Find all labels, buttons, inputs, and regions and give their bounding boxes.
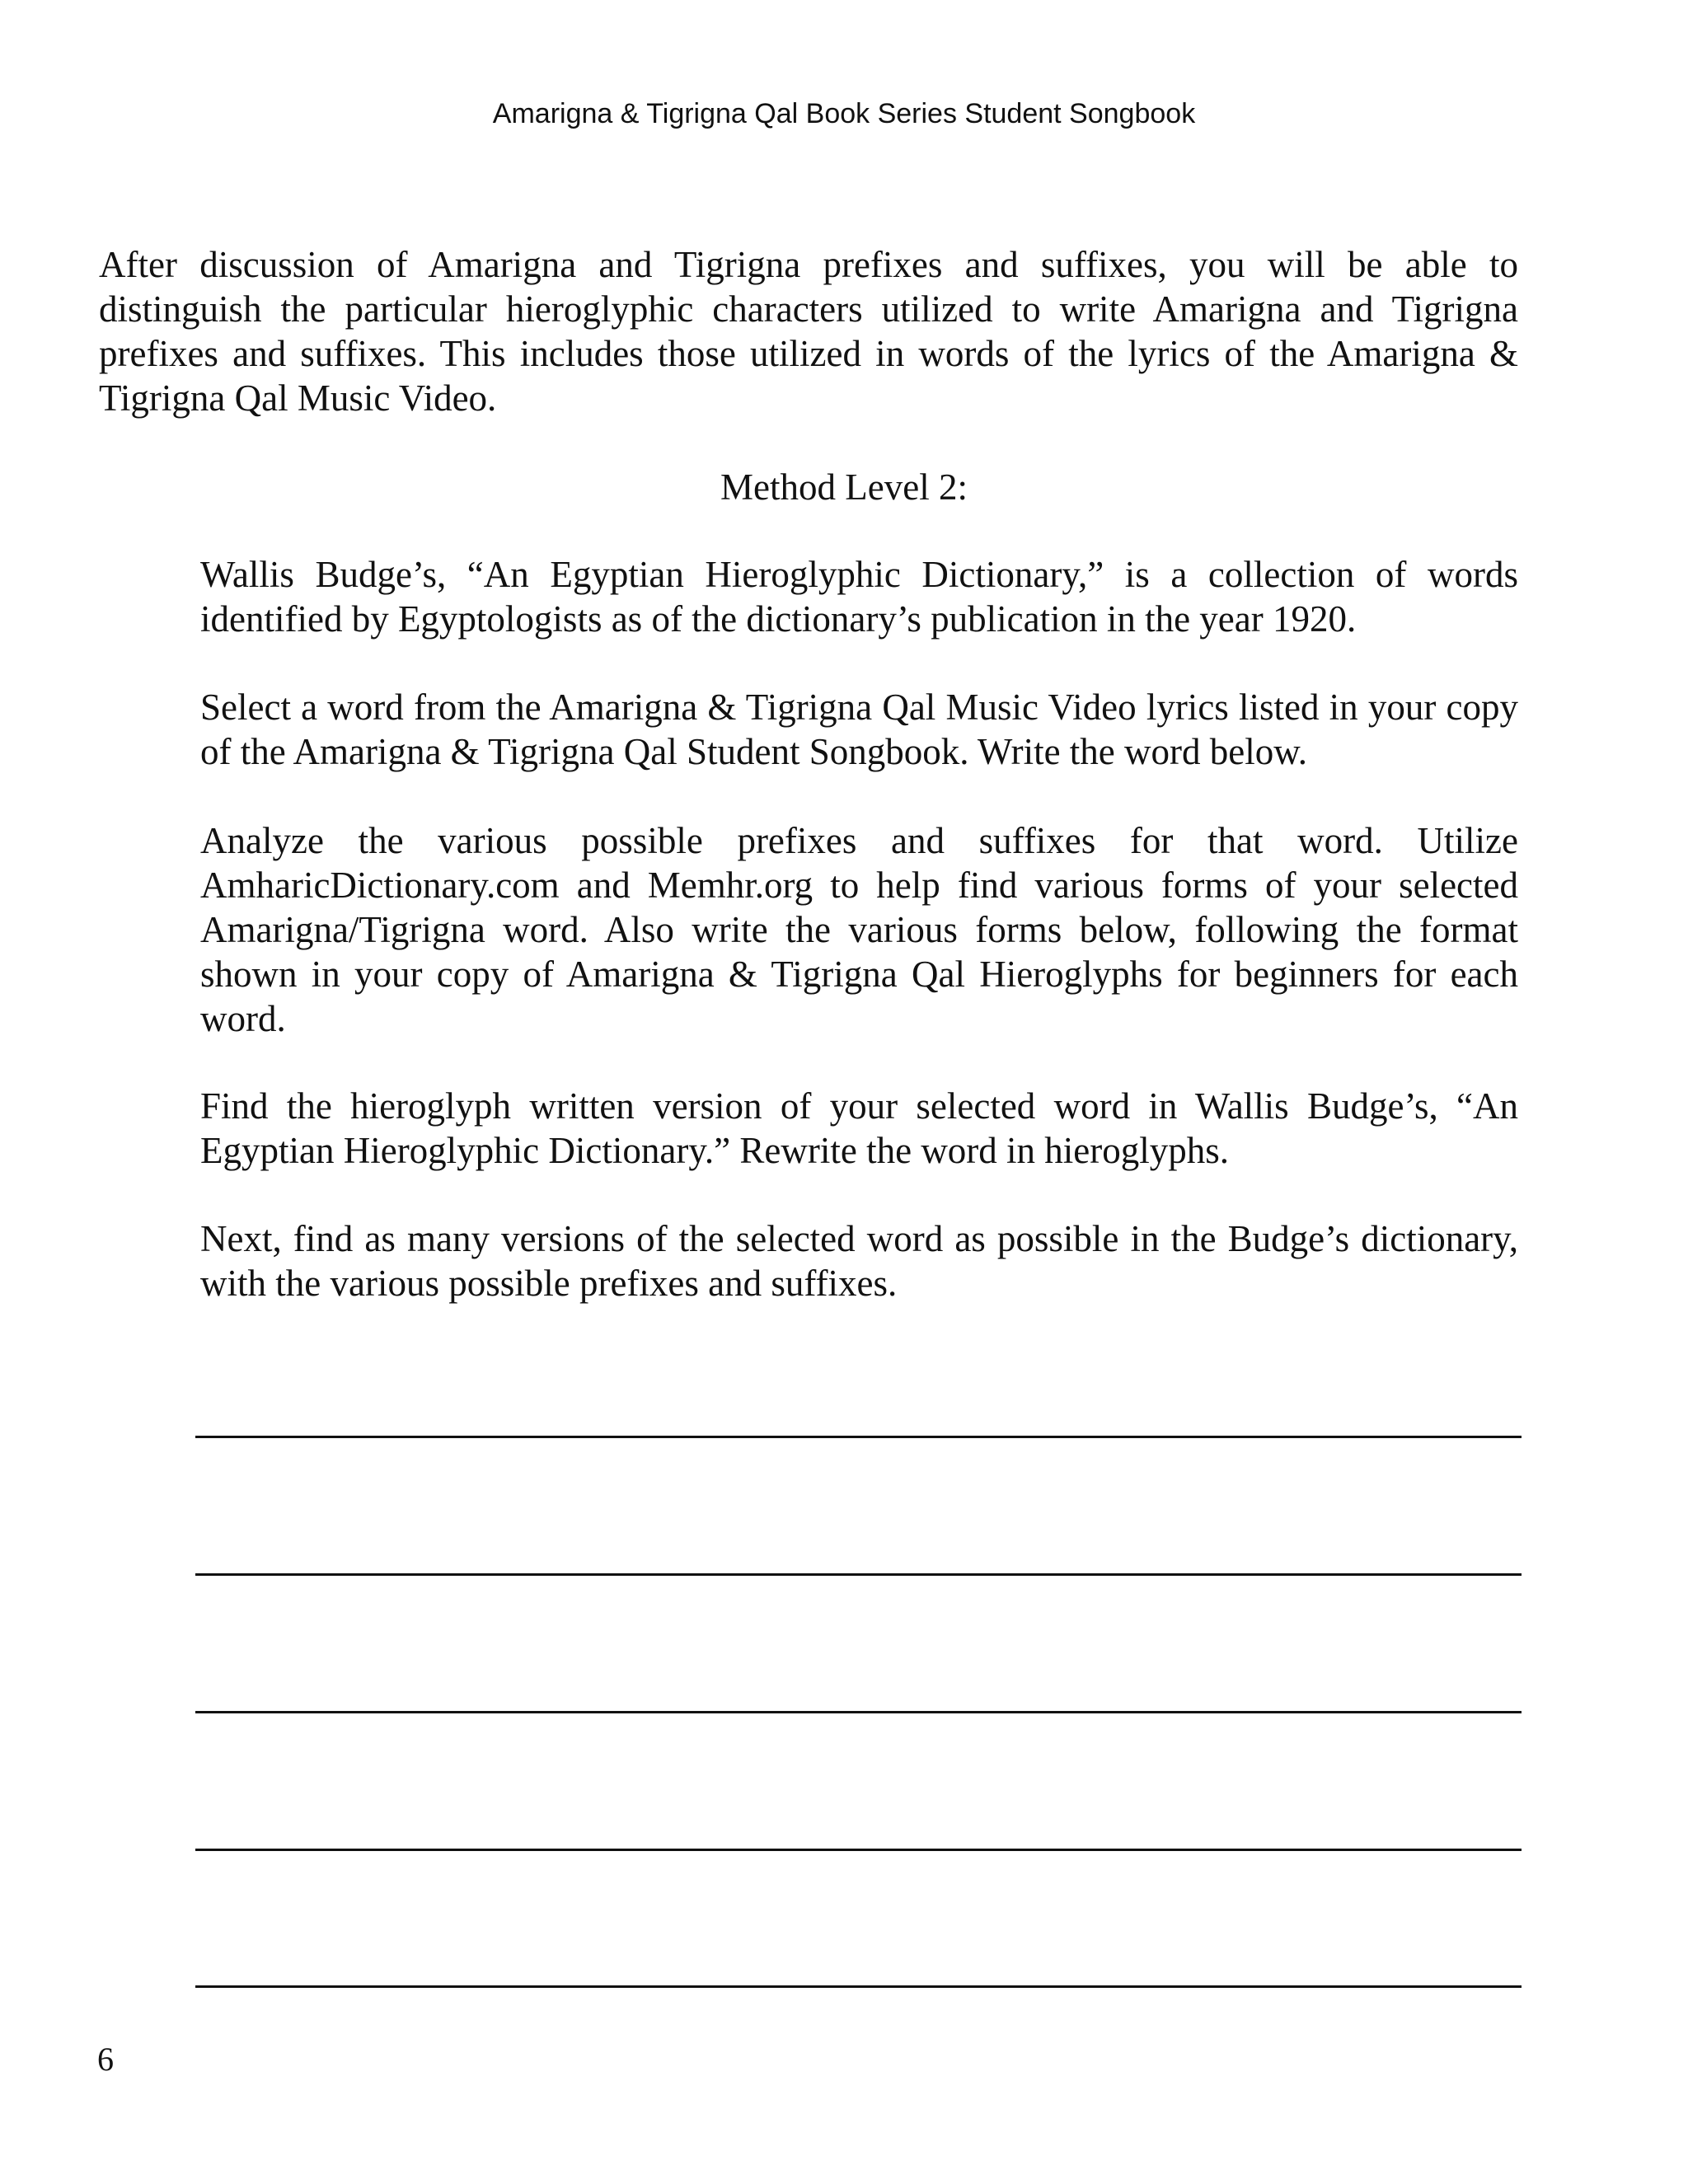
running-header: Amarigna & Tigrigna Qal Book Series Student Songbook [492, 98, 1196, 129]
answer-line-2 [195, 1573, 1522, 1576]
answer-line-1 [195, 1436, 1522, 1438]
instruction-paragraph-budge-dictionary: Wallis Budge’s, “An Egyptian Hieroglyphic Dictionary,” is a collection of words identified by Egyptologists as of the dictionary’s publication in the year 1920. [200, 554, 1518, 640]
instruction-paragraph-find-hieroglyph: Find the hieroglyph written version of your selected word in Wallis Budge’s, “An Egyptian Hieroglyphic Dictionary.” Rewrite the word in hieroglyphs. [200, 1085, 1518, 1171]
intro-paragraph: After discussion of Amarigna and Tigrigna prefixes and suffixes, you will be able to distinguish the particular hieroglyphic characters utilized to write Amarigna and Tigrigna prefixes and suffixes. This includes those utilized in words of the lyrics of the Amarigna & Tigrigna Qal Music Video. [99, 244, 1518, 419]
instruction-paragraph-select-word: Select a word from the Amarigna & Tigrigna Qal Music Video lyrics listed in your copy of the Amarigna & Tigrigna Qal Student Songbook. Write the word below. [200, 687, 1518, 772]
answer-line-4 [195, 1849, 1522, 1851]
instruction-paragraph-find-versions: Next, find as many versions of the selected word as possible in the Budge’s dictionary, with the various possible prefixes and suffixes. [200, 1218, 1518, 1304]
page-number: 6 [97, 2041, 114, 2078]
answer-line-3 [195, 1711, 1522, 1713]
method-heading: Method Level 2: [720, 466, 968, 508]
answer-line-5 [195, 1985, 1522, 1988]
instruction-paragraph-analyze-affixes: Analyze the various possible prefixes and suffixes for that word. Utilize AmharicDictionary.com and Memhr.org to help find various forms of your selected Amarigna/Tigrigna word. Also write the various forms below, following the format shown in your copy of Amarigna & Tigrigna Qal Hieroglyphs for beginners for each word. [200, 820, 1518, 1039]
